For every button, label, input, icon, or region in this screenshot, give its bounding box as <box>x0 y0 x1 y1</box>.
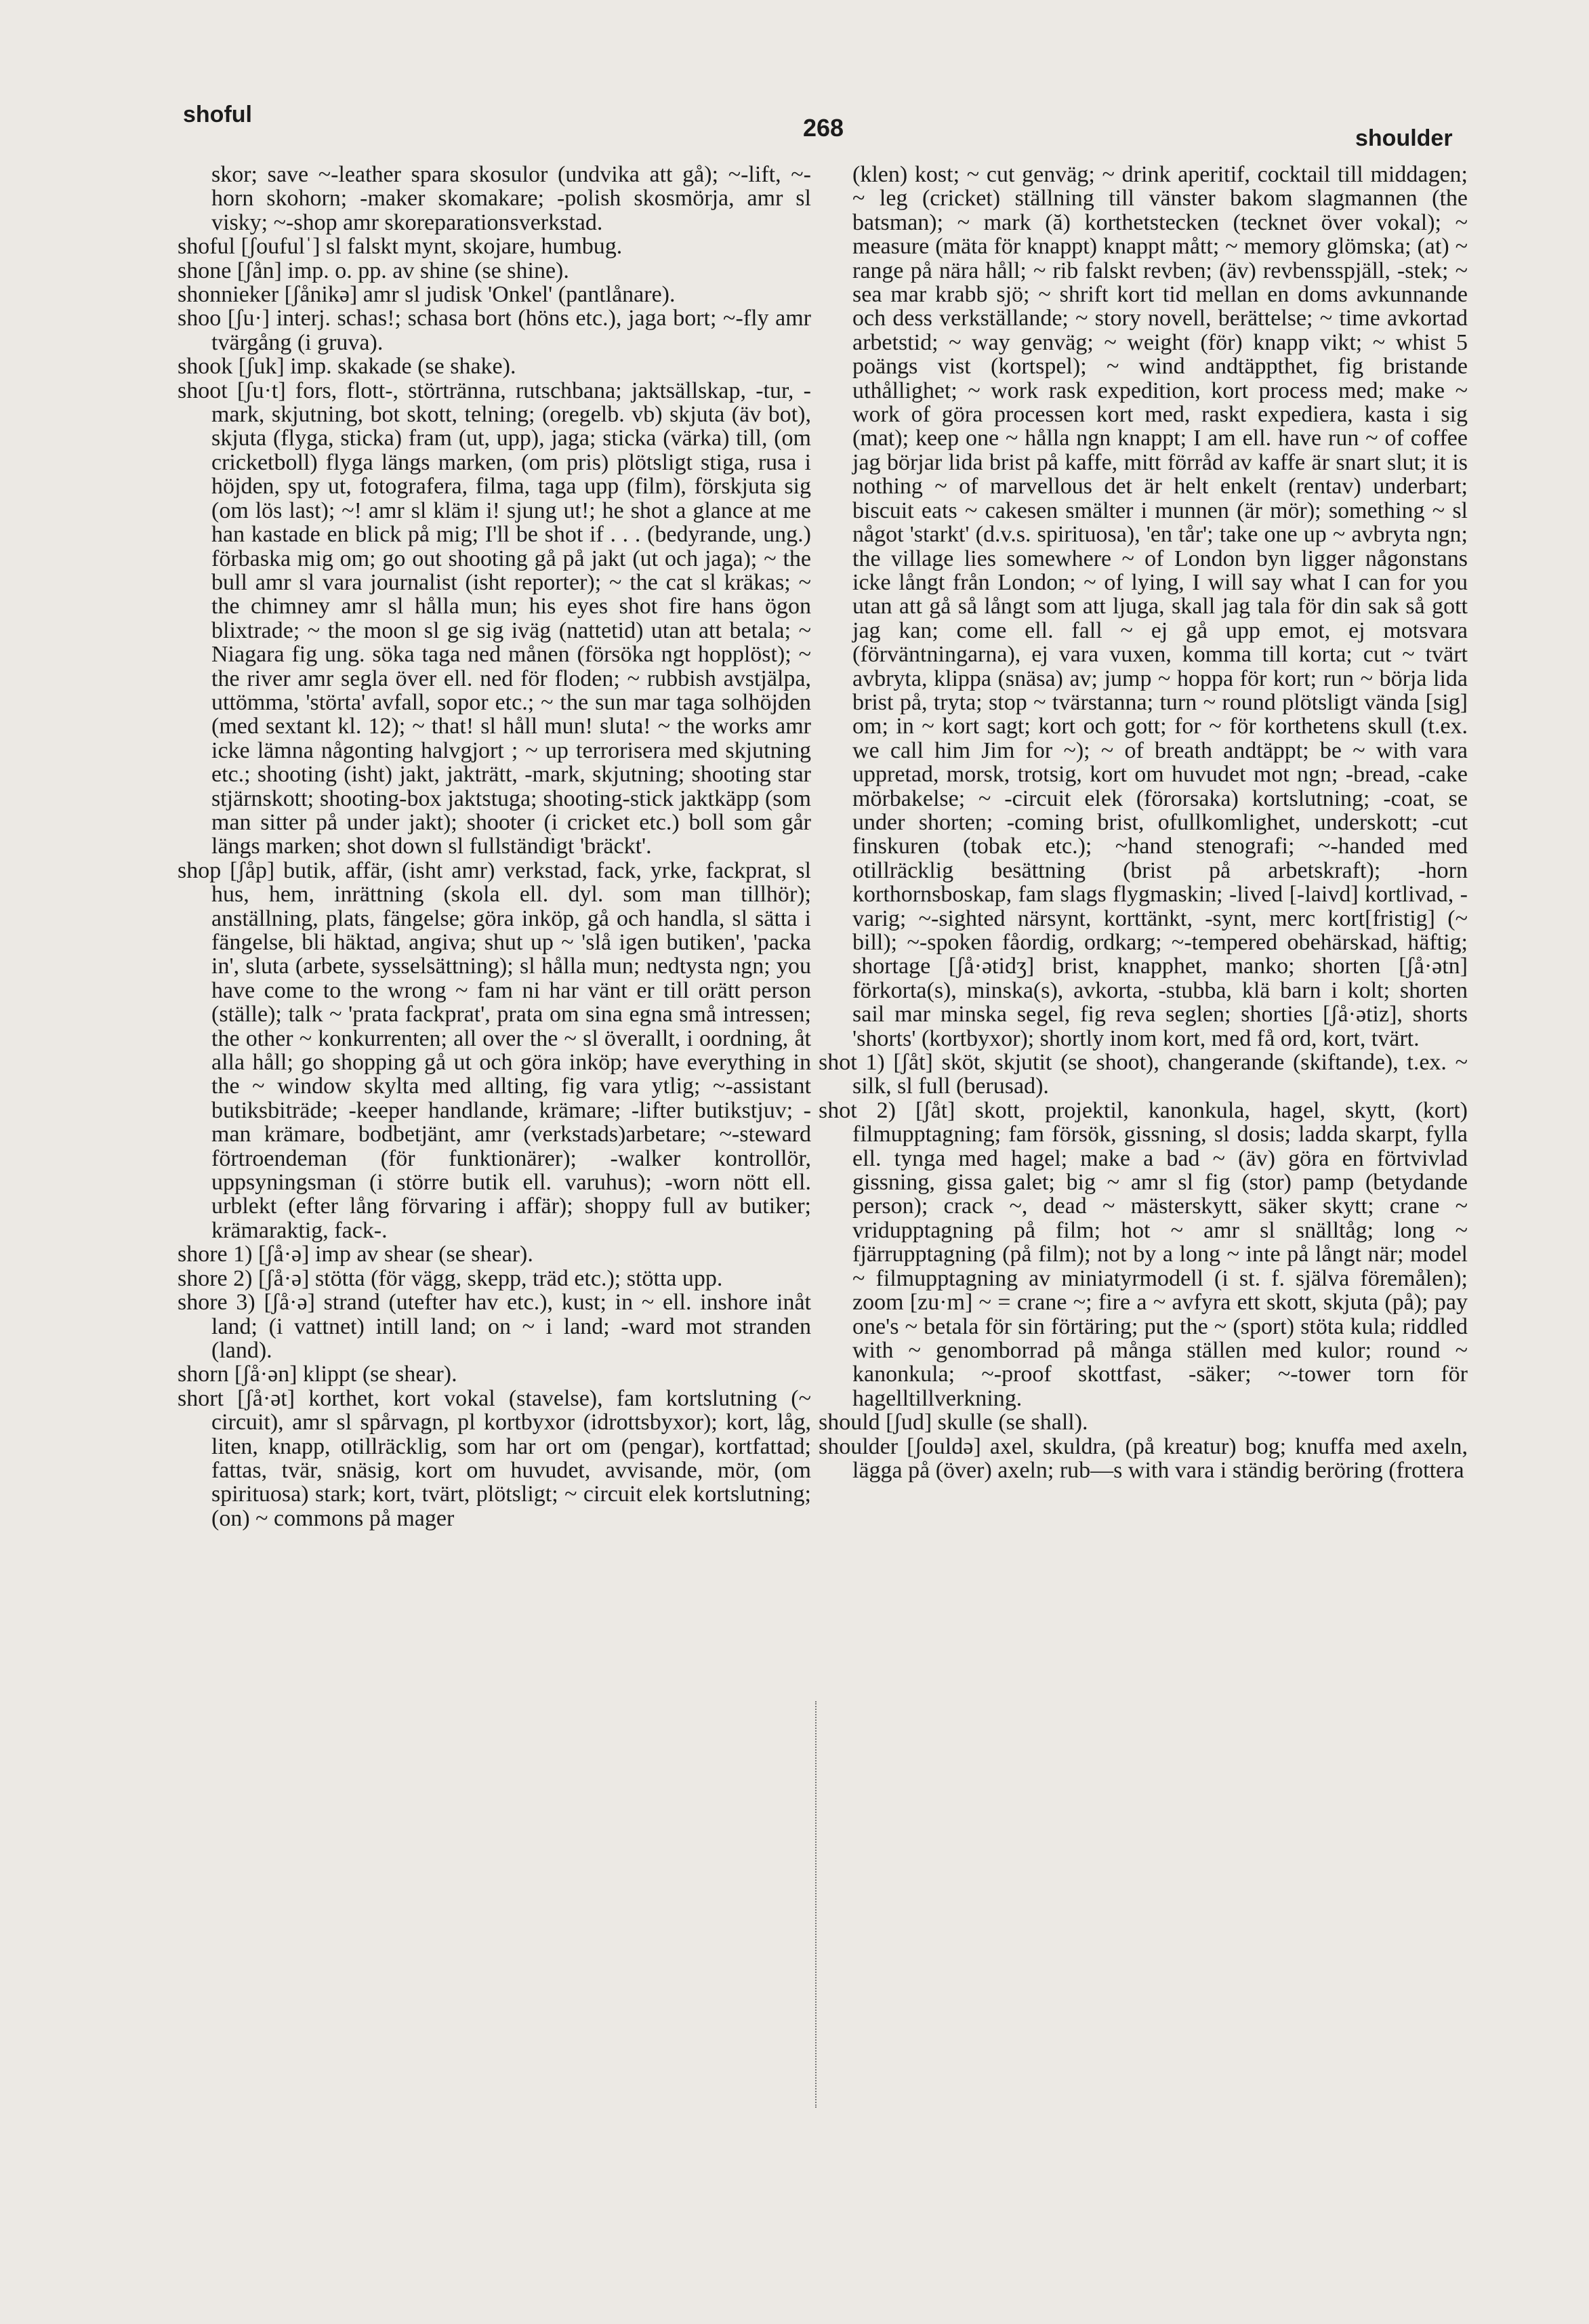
entry-shore-1: shore 1) [ʃå·ə] imp av shear (se shear). <box>178 1242 533 1267</box>
entry-should: should [ʃud] skulle (se shall). <box>819 1410 1088 1435</box>
entry-short: short [ʃå·ət] korthet, kort vokal (stavelse), fam kortslutning (~ circuit), amr sl spårvagn, pl kortbyxor (idrottsbyxor); kort, låg, liten, knapp, otillräcklig, som har ort om (pengar), kortfattad; fattas, tvär, snäsig, kort om huvudet, avvisande, mör, (om spirituosa) stark; kort, tvärt, plötsligt; ~ circuit elek kortslutning; (on) ~ commons på mager <box>178 1385 811 1531</box>
entry-shot-2: shot 2) [ʃåt] skott, projektil, kanonkula, hagel, skytt, (kort) filmupptagning; fam försök, gissning, sl dosis; ladda skarpt, fylla ell. tynga med hagel; make a bad ~ (äv) göra en förtvivlad gissning, gissa galet; big ~ amr sl fig (stor) pamp (betydande person); crack ~, dead ~ mästerskytt, säker skytt; crane ~ vridupptagning på film; hot ~ amr sl snälltåg; long ~ fjärrupptagning (på film); not by a long ~ inte på långt när; model ~ filmupptagning av miniatyrmodell (i st. f. själva föremålen); zoom [zu·m] ~ = crane ~; fire a ~ avfyra ett skott, skjuta (på); pay one's ~ betala för sin förtäring; put the ~ (sport) stöta kula; riddled with ~ genomborrad på många ställen med kulor; round ~ kanonkula; ~-proof skottfast, -säker; ~-tower torn för hagelltillverkning. <box>819 1097 1468 1411</box>
header-guide-word-left: shoful <box>183 102 252 127</box>
margin-mark <box>815 1701 818 2108</box>
entry-continuation: skor; save ~-leather spara skosulor (undvika att gå); ~-lift, ~-horn skohorn; -maker skomakare; -polish skosmörja, amr sl visky; ~-shop amr skoreparationsverkstad. <box>211 163 811 235</box>
entry-shore-3: shore 3) [ʃå·ə] strand (utefter hav etc.), kust; in ~ ell. inshore inåt land; (i vattnet) intill land; on ~ i land; -ward mot stranden (land). <box>178 1290 811 1363</box>
right-column <box>819 163 1468 2196</box>
entry-shonnieker: shonnieker [ʃånikə] amr sl judisk 'Onkel' (pantlånare). <box>178 282 676 308</box>
entry-short-continuation: (klen) kost; ~ cut genväg; ~ drink aperitif, cocktail till middagen; ~ leg (cricket) ställning till vänster bakom slagmannen (the batsman); ~ mark (ă) korthetstecken (tecknet över vokal); ~ measure (mäta för knappt) knappt mått; ~ memory glömska; (at) ~ range på nära håll; ~ rib falskt revben; (äv) revbensspjäll, -stek; ~ sea mar krabb sjö; ~ shrift kort tid mellan en doms avkunnande och dess verkställande; ~ story novell, berättelse; ~ time avkortad arbetstid; ~ way genväg; ~ weight (för) knapp vikt; ~ whist 5 poängs vist (kortspel); ~ wind andtäppthet, fig bristande uthållighet; ~ work rask expedition, kort process med; make ~ work of göra processen kort med, raskt expediera, kasta i sig (mat); keep one ~ hålla ngn knappt; I am ell. have run ~ of coffee jag börjar lida brist på kaffe, mitt förråd av kaffe är snart slut; it is nothing ~ of marvellous det är helt enkelt (rentav) underbart; biscuit eats ~ cakesen smälter i munnen (är mör); something ~ sl något 'starkt' (d.v.s. spirituosa), 'en tår'; take one up ~ avbryta ngn; the village lies somewhere ~ of London byn ligger någonstans icke långt från London; ~ of lying, I will say what I can for you utan att gå så långt som att ljuga, skall jag tala för din sak så gott jag kan; come ell. fall ~ ej gå upp emot, ej motsvara (förväntningarna), ej vara vuxen, komma till korta; cut ~ tvärt avbryta, klippa (snäsa) av; jump ~ hoppa för kort; run ~ börja lida brist på, tryta; stop ~ tvärstanna; turn ~ round plötsligt vända [sig] om; in ~ kort sagt; kort och gott; for ~ för korthetens skull (t.ex. we call him Jim for ~); ~ of breath andtäppt; be ~ with vara uppretad, morsk, trotsig, kort om huvudet mot ngn; -bread, -cake mörbakelse; ~ -circuit elek (förorsaka) kortslutning; -coat, se under shorten; -coming brist, ofullkomlighet, underskott; -cut finskuren (tobak etc.); ~hand stenografi; ~-handed med otillräcklig besättning (brist på arbetskraft); -horn korthornsboskap, fam slags flygmaskin; -lived [-laivd] kortlivad, -varig; ~-sighted närsynt, korttänkt, -synt, merc kort[fristig] (~ bill); ~-spoken fåordig, ordkarg; ~-tempered obehärskad, häftig; shortage [ʃå·ətidʒ] brist, knapphet, manko; shorten [ʃå·ətn] förkorta(s), minska(s), avkorta, -stubba, klä barn i kolt; shorten sail mar minska segel, fig reva seglen; shorties [ʃå·ətiz], shorts 'shorts' (kortbyxor); shortly inom kort, med få ord, kort, tvärt. <box>852 163 1468 1051</box>
entry-shot-1: shot 1) [ʃåt] sköt, skjutit (se shoot), changerande (skiftande), t.ex. ~ silk, sl full (berusad). <box>819 1050 1468 1099</box>
entry-shoot: shoot [ʃu·t] fors, flott-, störtränna, rutschbana; jaktsällskap, -tur, -mark, skjutning, bot skott, telning; (oregelb. vb) skjuta (äv bot), skjuta (flyga, sticka) fram (ut, upp), jaga; sticka (värka) till, (om cricketboll) flyga längs marken, (om pris) plötsligt stiga, rusa i höjden, spy ut, fotografera, filma, taga upp (film), förskjuta sig (om lös last); ~! amr sl kläm i! sjung ut!; he shot a glance at me han kastade en blick på mig; I'll be shot if . . . (bedyrande, ung.) förbaska mig om; go out shooting gå på jakt (ut och jaga); ~ the bull amr sl vara journalist (isht reporter); ~ the cat sl kräkas; ~ the chimney amr sl hålla mun; his eyes shot fire hans ögon blixtrade; ~ the moon sl ge sig iväg (nattetid) utan att betala; ~ Niagara fig ung. söka taga ned månen (försöka ngt hopplöst); ~ the river amr segla över ell. ned för floden; ~ rubbish avstjälpa, uttömma, 'störta' avfall, sopor etc.; ~ the sun mar taga solhöjden (med sextant kl. 12); ~ that! sl håll mun! sluta! ~ the works amr icke lämna någonting halvgjort ; ~ up terrorisera med skjutning etc.; shooting (isht) jakt, jakträtt, -mark, skjutning; shooting star stjärnskott; shooting-box jaktstuga; shooting-stick jaktkäpp (som man sitter på under jakt); shooter (i cricket etc.) boll som går längs marken; shot down sl fullständigt 'bräckt'. <box>178 378 811 859</box>
entry-shoo: shoo [ʃu·] interj. schas!; schasa bort (höns etc.), jaga bort; ~-fly amr tvärgång (i gruva). <box>178 306 811 355</box>
header-guide-word-right: shoulder <box>1355 125 1453 151</box>
entry-shore-2: shore 2) [ʃå·ə] stötta (för vägg, skepp, träd etc.); stötta upp. <box>178 1265 723 1291</box>
entry-shoful: shoful [ʃoufulˈ] sl falskt mynt, skojare, humbug. <box>178 234 623 260</box>
left-column <box>178 163 811 2196</box>
entry-shoulder: shoulder [ʃouldə] axel, skuldra, (på kreatur) bog; knuffa med axeln, lägga på (över) axeln; rub—s with vara i ständig beröring (frottera <box>819 1433 1468 1483</box>
entry-shorn: shorn [ʃå·ən] klippt (se shear). <box>178 1362 457 1387</box>
entry-shook: shook [ʃuk] imp. skakade (se shake). <box>178 354 516 380</box>
entry-shop: shop [ʃåp] butik, affär, (isht amr) verkstad, fack, yrke, fackprat, sl hus, hem, inrättning (skola ell. dyl. som man tillhör); anställning, plats, fängelse; göra inköp, gå och handla, sl sätta i fängelse, bli häktad, angiva; shut up ~ 'slå igen butiken', 'packa in', sluta (arbete, sysselsättning); sl hålla mun; nedtysta ngn; you have come to the wrong ~ fam ni har vänt er till orätt person (ställe); talk ~ 'prata fackprat', prata om sina egna små intressen; the other ~ konkurrenten; all over the ~ sl överallt, i oordning, åt alla håll; go shopping gå ut och göra inköp; have everything in the ~ window skylta med allting, fig vara ytlig; ~-assistant butiksbiträde; -keeper handlande, krämare; -lifter butikstjuv; -man krämare, bodbetjänt, amr (verkstads)arbetare; ~-steward förtroendeman (för funktionärer); -walker kontrollör, uppsyningsman (i större butik ell. varuhus); -worn nött ell. urblekt (efter lång förvaring i affär); shoppy full av butiker; krämaraktig, fack-. <box>178 857 811 1243</box>
page-number: 268 <box>803 114 844 142</box>
entry-shone: shone [ʃån] imp. o. pp. av shine (se shine). <box>178 258 569 283</box>
